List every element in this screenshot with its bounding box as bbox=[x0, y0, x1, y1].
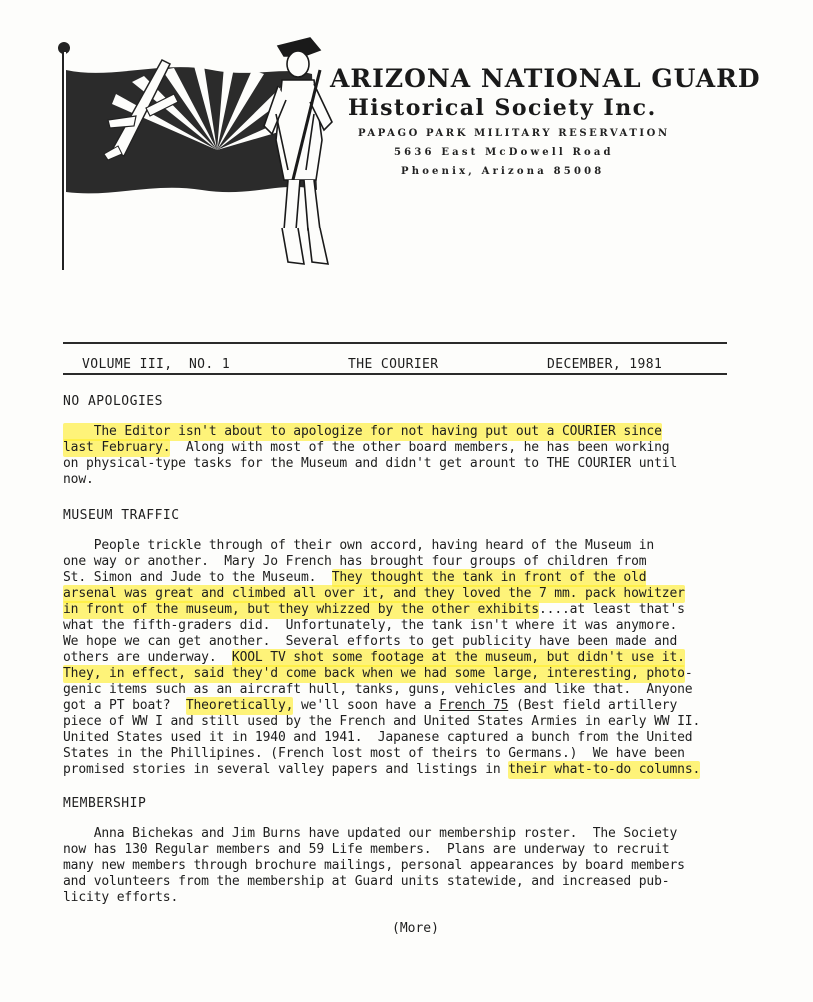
masthead-top-rule bbox=[63, 342, 727, 344]
apologies-line bbox=[63, 440, 669, 456]
flag-logo-icon bbox=[52, 30, 342, 270]
membership-line: many new members through brochure mailings, personal appearances by board members bbox=[63, 858, 685, 873]
address-line3: Phoenix, Arizona 85008 bbox=[401, 166, 605, 177]
apologies-line bbox=[63, 424, 662, 440]
highlight: Theoretically, bbox=[185, 698, 294, 713]
membership-line: now has 130 Regular members and 59 Life members. Plans are underway to recruit bbox=[63, 842, 670, 857]
membership-line: licity efforts. bbox=[63, 890, 179, 905]
underlined-text: French 75 bbox=[439, 698, 509, 713]
text-run: Along with most of the other board members, he has been working bbox=[170, 440, 670, 455]
text-run: promised stories in several valley papers and listings in bbox=[63, 762, 509, 777]
org-name-line2: Historical Society Inc. bbox=[348, 95, 657, 121]
traffic-line: States in the Phillipines. (French lost most of theirs to Germans.) We have been bbox=[63, 746, 685, 761]
traffic-line bbox=[63, 586, 685, 602]
traffic-line bbox=[63, 762, 700, 778]
text-run: St. Simon and Jude to the Museum. bbox=[63, 570, 332, 585]
address-line1: PAPAGO PARK MILITARY RESERVATION bbox=[358, 128, 670, 139]
address-line2: 5636 East McDowell Road bbox=[394, 147, 614, 158]
masthead-date: DECEMBER, 1981 bbox=[547, 357, 663, 372]
highlight: their what-to-do columns. bbox=[508, 762, 701, 777]
traffic-line bbox=[63, 650, 685, 666]
traffic-line: People trickle through of their own accord, having heard of the Museum in bbox=[63, 538, 655, 553]
membership-line: Anna Bichekas and Jim Burns have updated our membership roster. The Society bbox=[63, 826, 678, 841]
apologies-line: on physical-type tasks for the Museum and didn't get arount to THE COURIER until bbox=[63, 456, 678, 471]
traffic-line bbox=[63, 570, 646, 586]
text-run: got a PT boat? bbox=[63, 698, 186, 713]
traffic-line: what the fifth-graders did. Unfortunately, the tank isn't where it was anymore. bbox=[63, 618, 678, 633]
section-heading-apologies: NO APOLOGIES bbox=[63, 394, 163, 409]
text-run: we'll soon have a bbox=[293, 698, 440, 713]
traffic-line bbox=[63, 666, 693, 682]
membership-line: and volunteers from the membership at Guard units statewide, and increased pub- bbox=[63, 874, 670, 889]
highlight: They, in effect, said they'd come back when we had some large, interesting, photo bbox=[63, 666, 685, 681]
traffic-line: one way or another. Mary Jo French has brought four groups of children from bbox=[63, 554, 647, 569]
text-run: others are underway. bbox=[63, 650, 232, 665]
highlight: KOOL TV shot some footage at the museum, but didn't use it. bbox=[231, 650, 685, 665]
text-run: ....at least that's bbox=[538, 602, 685, 617]
highlight: They thought the tank in front of the old bbox=[331, 570, 647, 585]
traffic-line: We hope we can get another. Several efforts to get publicity have been made and bbox=[63, 634, 678, 649]
highlight: in front of the museum, but they whizzed by the other exhibits bbox=[63, 602, 539, 617]
traffic-line bbox=[63, 602, 685, 618]
masthead-publication: THE COURIER bbox=[348, 357, 439, 372]
apologies-line: now. bbox=[63, 472, 94, 487]
highlight: last February. bbox=[63, 440, 171, 455]
section-heading-traffic: MUSEUM TRAFFIC bbox=[63, 508, 180, 523]
traffic-line: United States used it in 1940 and 1941. Japanese captured a bunch from the United bbox=[63, 730, 693, 745]
masthead-volume: VOLUME III, NO. 1 bbox=[82, 357, 231, 372]
org-name-line1: ARIZONA NATIONAL GUARD bbox=[330, 64, 761, 93]
highlight: arsenal was great and climbed all over it, and they loved the 7 mm. pack howitzer bbox=[63, 586, 685, 601]
highlight: The Editor isn't about to apologize for not having put out a COURIER since bbox=[63, 424, 662, 439]
masthead-bottom-rule bbox=[63, 373, 727, 375]
traffic-line: genic items such as an aircraft hull, tanks, guns, vehicles and like that. Anyone bbox=[63, 682, 693, 697]
text-run: (Best field artillery bbox=[508, 698, 678, 713]
traffic-line bbox=[63, 698, 677, 714]
more-indicator: (More) bbox=[392, 921, 439, 936]
section-heading-membership: MEMBERSHIP bbox=[63, 796, 147, 811]
traffic-line: piece of WW I and still used by the French and United States Armies in early WW II. bbox=[63, 714, 701, 729]
text-run: - bbox=[684, 666, 693, 681]
